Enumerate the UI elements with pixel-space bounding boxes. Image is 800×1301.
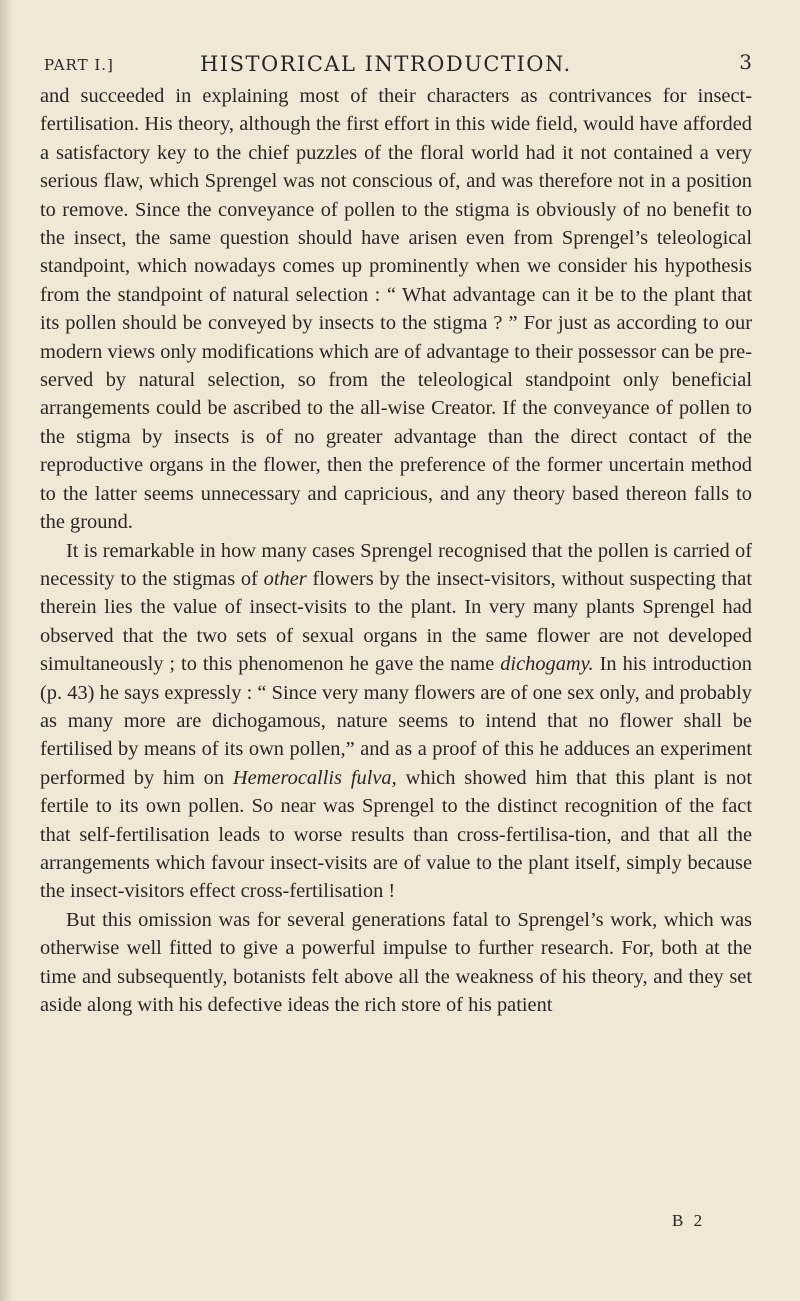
italic-text: other — [263, 567, 307, 590]
italic-text: Hemerocallis fulva, — [232, 766, 397, 789]
paragraph — [40, 537, 752, 906]
signature-mark: B 2 — [672, 1211, 706, 1230]
part-label: PART I.] — [44, 56, 114, 74]
binding-edge — [0, 0, 14, 1301]
paragraph — [40, 906, 752, 1020]
italic-text: dichogamy. — [500, 653, 594, 676]
book-page — [40, 40, 752, 1019]
text-run: But this omission was for several generations fatal to Sprengel’s work, which was otherwise well fitted to give a powerful impulse to further research. For, both at the time and subsequently, botanists felt above all the weakness of his theory, and they set aside along with his defective ideas the rich store of his patient — [40, 908, 752, 1016]
text-run: It is remarkable in how many cases Sprengel recognised that the pollen is carried of necessity to the stigmas of — [40, 539, 752, 590]
text-run: flowers by the insect-visitors, without suspecting that therein lies the value of insect-visits to the plant. In very many plants Sprengel had observed that the two sets of sexual organs in the same flower are not developed simultaneously ; to this phenomenon he gave the name — [40, 567, 752, 676]
page-number: 3 — [739, 50, 752, 74]
running-head — [40, 40, 752, 80]
text-run: which showed him that this plant is not fertile to its own pollen. So near was Sprengel to the distinct recognition of the fact that self-fertilisation leads to worse results than cross-fertilisa-tion, and that all the arrangements which favour insect-visits are of value to the plant itself, simply because the insect-visitors effect cross-fertilisation ! — [40, 766, 752, 903]
body-text — [40, 82, 752, 1019]
text-run: In his introduction (p. 43) he says expressly : “ Since very many flowers are of one sex only, and probably as many more are dichogamous, nature seems to intend that no flower shall be fertilised by means of its own pollen,” and as a proof of this he adduces an experiment performed by him on — [40, 653, 753, 789]
paragraph — [40, 82, 752, 537]
text-run: and succeeded in explaining most of their characters as contrivances for insect-fertilisation. His theory, although the first effort in this wide field, would have afforded a satisfactory key to the chief puzzles of the floral world had it not contained a very serious flaw, which Sprengel was not conscious of, and was therefore not in a position to remove. Since the conveyance of pollen to the stigma is obviously of no benefit to the insect, the same question should have arisen even from Sprengel’s teleological standpoint, which nowadays comes up prominently when we consider his hypothesis from the standpoint of natural selection : “ What advantage can it be to the plant that its pollen should be conveyed by insects to the stigma ? ” For just as according to our modern views only modifications which are of advantage to their possessor can be pre-served by natural selection, so from the teleological standpoint only beneficial arrangements could be ascribed to the all-wise Creator. If the conveyance of pollen to the stigma by insects is of no greater advantage than the direct contact of the reproductive organs in the flower, then the preference of the former uncertain method to the latter seems unnecessary and capricious, and any theory based thereon falls to the ground. — [40, 85, 752, 534]
chapter-title: HISTORICAL INTRODUCTION. — [200, 52, 572, 76]
